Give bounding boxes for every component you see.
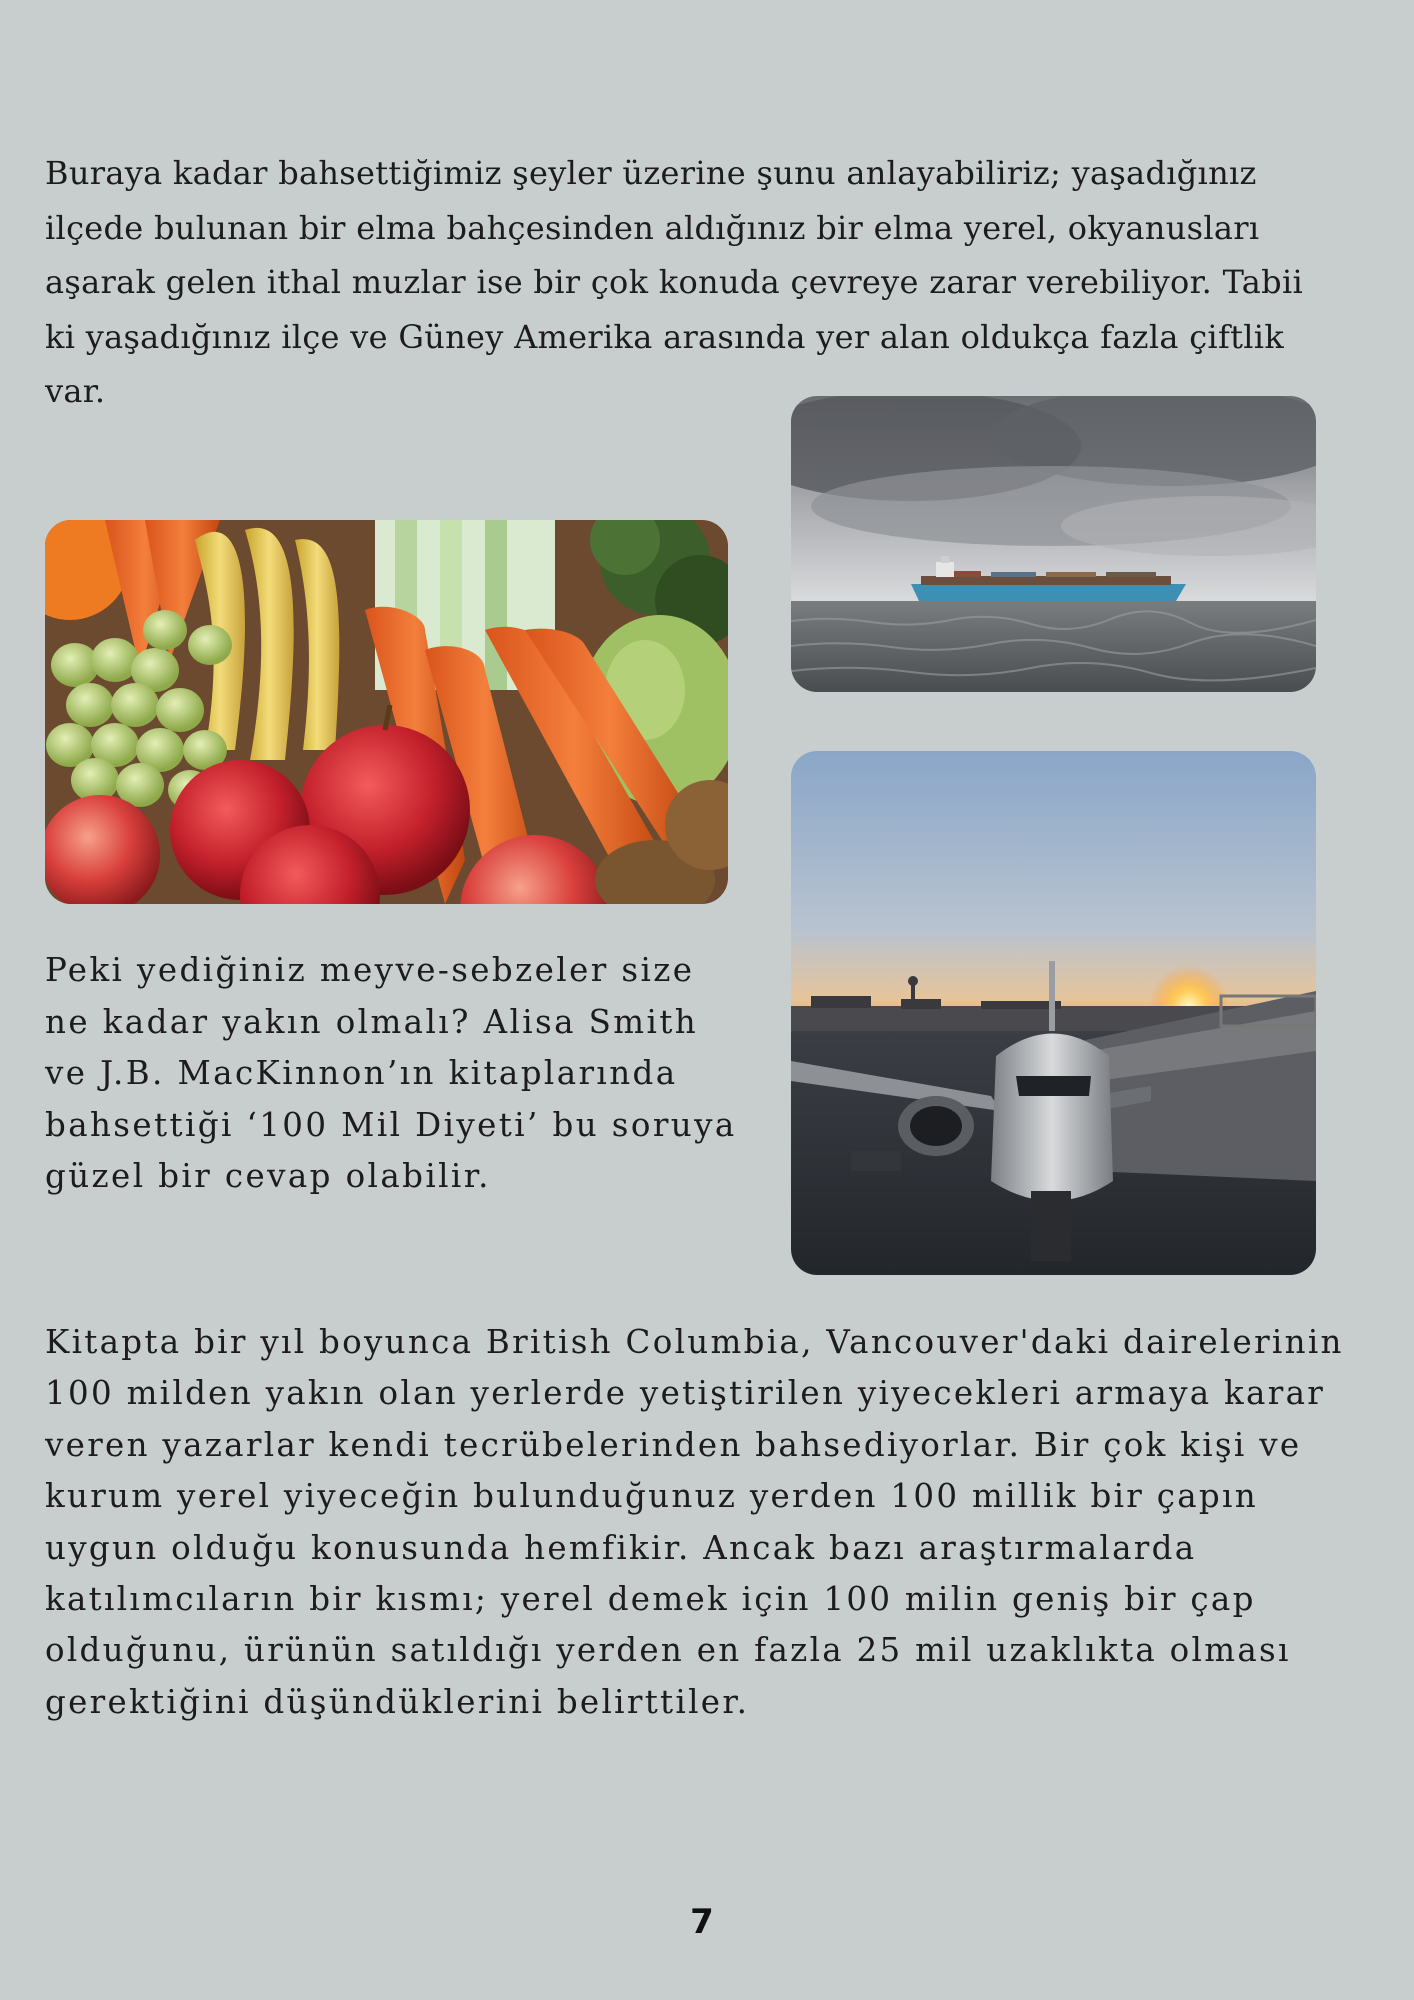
paragraph-bottom: Kitapta bir yıl boyunca British Columbia, Vancouver'daki dairelerinin 100 milden yakın olan yerlerde yetiştirilen yiyecekleri armaya karar veren yazarlar kendi tecrübelerinden bahsediyorlar. Bir çok kişi ve kurum yerel yiyeceğin bulunduğunuz yerden 100 millik bir çapın uygun olduğu konusunda hemfikir. Ancak bazı araştırmalarda katılımcıların bir kısmı; yerel demek için 100 milin geniş bir çap olduğunu, ürünün satıldığı yerden en fazla 25 mil uzaklıkta olması gerektiğini düşündüklerini belirttiler.	[45, 1323, 1344, 1721]
paragraph-top: Buraya kadar bahsettiğimiz şeyler üzerine şunu anlayabiliriz; yaşadığınız ilçede bulunan bir elma bahçesinden aldığınız bir elma yerel, okyanusları aşarak gelen ithal muzlar ise bir çok konuda çevreye zarar verebiliyor. Tabii ki yaşadığınız ilçe ve Güney Amerika arasında yer alan oldukça fazla çiftlik var.	[45, 154, 1304, 410]
page-number: 7	[690, 1902, 714, 1942]
fruits-vegetables-photo	[45, 520, 728, 904]
airplane-sunset-photo	[791, 751, 1316, 1275]
container-ship-photo	[791, 396, 1316, 692]
paragraph-middle: Peki yediğiniz meyve-sebzeler size ne kadar yakın olmalı? Alisa Smith ve J.B. MacKinnon’ın kitaplarında bahsettiği ‘100 Mil Diyeti’ bu soruya güzel bir cevap olabilir.	[45, 951, 737, 1195]
